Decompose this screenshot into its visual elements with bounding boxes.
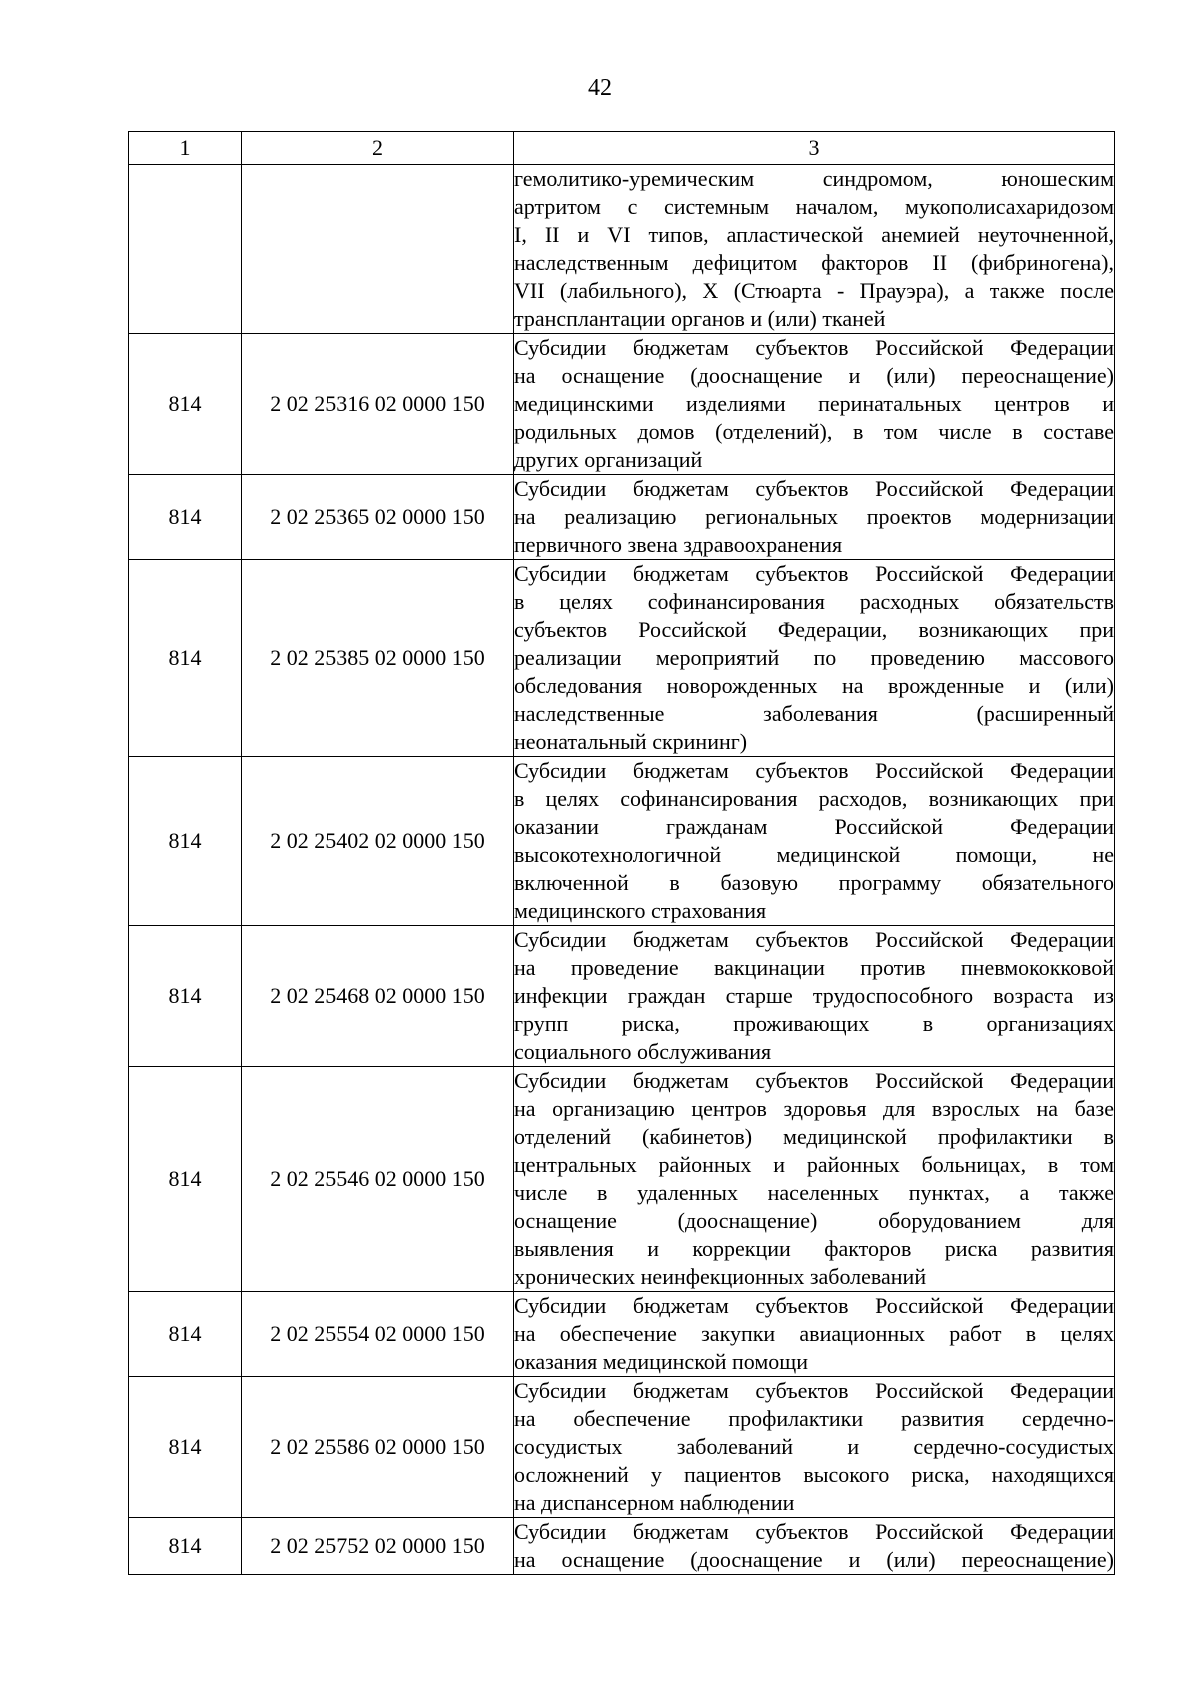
table-row [129, 1518, 1115, 1575]
description-line: субъектов Российской Федерации, возникающих при [514, 617, 1114, 642]
description-line: артритом с системным началом, мукополисахаридозом [514, 194, 1114, 219]
description-line: высокотехнологичной медицинской помощи, не [514, 842, 1114, 867]
budget-code-cell: 2 02 25586 02 0000 150 [242, 1377, 514, 1518]
description-line: групп риска, проживающих в организациях [514, 1011, 1114, 1036]
description-line: оказании гражданам Российской Федерации [514, 814, 1114, 839]
description-line: в целях софинансирования расходных обязательств [514, 589, 1114, 614]
table-row [129, 1067, 1115, 1292]
description-cell [514, 1067, 1115, 1292]
admin-code-cell: 814 [129, 334, 242, 475]
description-cell [514, 1518, 1115, 1575]
budget-code-cell: 2 02 25546 02 0000 150 [242, 1067, 514, 1292]
admin-code-cell: 814 [129, 1292, 242, 1377]
description-line: числе в удаленных населенных пунктах, а также [514, 1180, 1114, 1205]
budget-code-cell [242, 165, 514, 334]
description-line: на обеспечение профилактики развития сердечно- [514, 1406, 1114, 1431]
description-cell [514, 757, 1115, 926]
description-line: первичного звена здравоохранения [514, 532, 843, 557]
description-cell [514, 926, 1115, 1067]
table-row [129, 560, 1115, 757]
table-row [129, 757, 1115, 926]
table-row [129, 334, 1115, 475]
description-line: обследования новорожденных на врожденные и (или) [514, 673, 1114, 698]
description-cell [514, 334, 1115, 475]
description-line: неонатальный скрининг) [514, 729, 748, 754]
description-line: Субсидии бюджетам субъектов Российской Федерации [514, 927, 1114, 952]
description-line: оказания медицинской помощи [514, 1349, 809, 1374]
description-cell [514, 560, 1115, 757]
budget-code-cell: 2 02 25554 02 0000 150 [242, 1292, 514, 1377]
budget-code-cell: 2 02 25468 02 0000 150 [242, 926, 514, 1067]
description-line: социального обслуживания [514, 1039, 772, 1064]
description-line: отделений (кабинетов) медицинской профилактики в [514, 1124, 1114, 1149]
description-cell [514, 1377, 1115, 1518]
admin-code-cell: 814 [129, 1377, 242, 1518]
budget-code-cell: 2 02 25752 02 0000 150 [242, 1518, 514, 1575]
description-line: медицинского страхования [514, 898, 767, 923]
table-body [129, 165, 1115, 1575]
description-line: выявления и коррекции факторов риска развития [514, 1236, 1114, 1261]
description-line: на диспансерном наблюдении [514, 1490, 795, 1515]
admin-code-cell [129, 165, 242, 334]
table-header-row [129, 132, 1115, 165]
table-row [129, 475, 1115, 560]
description-line: на проведение вакцинации против пневмококковой [514, 955, 1114, 980]
description-line: Субсидии бюджетам субъектов Российской Федерации [514, 758, 1114, 783]
description-line: оснащение (дооснащение) оборудованием для [514, 1208, 1114, 1233]
description-line: осложнений у пациентов высокого риска, находящихся [514, 1462, 1114, 1487]
description-line: наследственные заболевания (расширенный [514, 701, 1114, 726]
budget-code-cell: 2 02 25365 02 0000 150 [242, 475, 514, 560]
description-line: включенной в базовую программу обязательного [514, 870, 1114, 895]
column-header-3: 3 [514, 132, 1115, 165]
table-row [129, 926, 1115, 1067]
budget-code-cell: 2 02 25385 02 0000 150 [242, 560, 514, 757]
description-line: Субсидии бюджетам субъектов Российской Федерации [514, 476, 1114, 501]
description-line: на оснащение (дооснащение и (или) переоснащение) [514, 363, 1114, 388]
description-line: медицинскими изделиями перинатальных центров и [514, 391, 1114, 416]
description-line: Субсидии бюджетам субъектов Российской Федерации [514, 1378, 1114, 1403]
admin-code-cell: 814 [129, 475, 242, 560]
description-line: в целях софинансирования расходов, возникающих при [514, 786, 1114, 811]
description-line: реализации мероприятий по проведению массового [514, 645, 1114, 670]
admin-code-cell: 814 [129, 1067, 242, 1292]
admin-code-cell: 814 [129, 560, 242, 757]
description-line: на оснащение (дооснащение и (или) переоснащение) [514, 1547, 1114, 1572]
description-line: других организаций [514, 447, 703, 472]
description-cell [514, 1292, 1115, 1377]
description-line: Субсидии бюджетам субъектов Российской Федерации [514, 1293, 1114, 1318]
table-row [129, 165, 1115, 334]
budget-code-cell: 2 02 25402 02 0000 150 [242, 757, 514, 926]
description-line: центральных районных и районных больницах, в том [514, 1152, 1114, 1177]
description-line: гемолитико-уремическим синдромом, юношеским [514, 166, 1114, 191]
description-line: на организацию центров здоровья для взрослых на базе [514, 1096, 1114, 1121]
description-line: I, II и VI типов, апластической анемией неуточненной, [514, 222, 1114, 247]
description-line: инфекции граждан старше трудоспособного возраста из [514, 983, 1114, 1008]
description-line: родильных домов (отделений), в том числе в составе [514, 419, 1114, 444]
table-row [129, 1292, 1115, 1377]
description-line: Субсидии бюджетам субъектов Российской Федерации [514, 1068, 1114, 1093]
column-header-2: 2 [242, 132, 514, 165]
description-line: Субсидии бюджетам субъектов Российской Федерации [514, 1519, 1114, 1544]
description-line: VII (лабильного), X (Стюарта - Прауэра), а также после [514, 278, 1114, 303]
admin-code-cell: 814 [129, 757, 242, 926]
description-cell [514, 165, 1115, 334]
budget-code-cell: 2 02 25316 02 0000 150 [242, 334, 514, 475]
description-line: сосудистых заболеваний и сердечно-сосудистых [514, 1434, 1114, 1459]
description-line: Субсидии бюджетам субъектов Российской Федерации [514, 561, 1114, 586]
description-cell [514, 475, 1115, 560]
description-line: хронических неинфекционных заболеваний [514, 1264, 927, 1289]
description-line: на реализацию региональных проектов модернизации [514, 504, 1114, 529]
budget-codes-table [128, 131, 1115, 1575]
admin-code-cell: 814 [129, 926, 242, 1067]
description-line: Субсидии бюджетам субъектов Российской Федерации [514, 335, 1114, 360]
page-number: 42 [588, 75, 612, 101]
description-line: наследственным дефицитом факторов II (фибриногена), [514, 250, 1114, 275]
description-line: на обеспечение закупки авиационных работ в целях [514, 1321, 1114, 1346]
table-row [129, 1377, 1115, 1518]
description-line: трансплантации органов и (или) тканей [514, 306, 886, 331]
column-header-1: 1 [129, 132, 242, 165]
admin-code-cell: 814 [129, 1518, 242, 1575]
